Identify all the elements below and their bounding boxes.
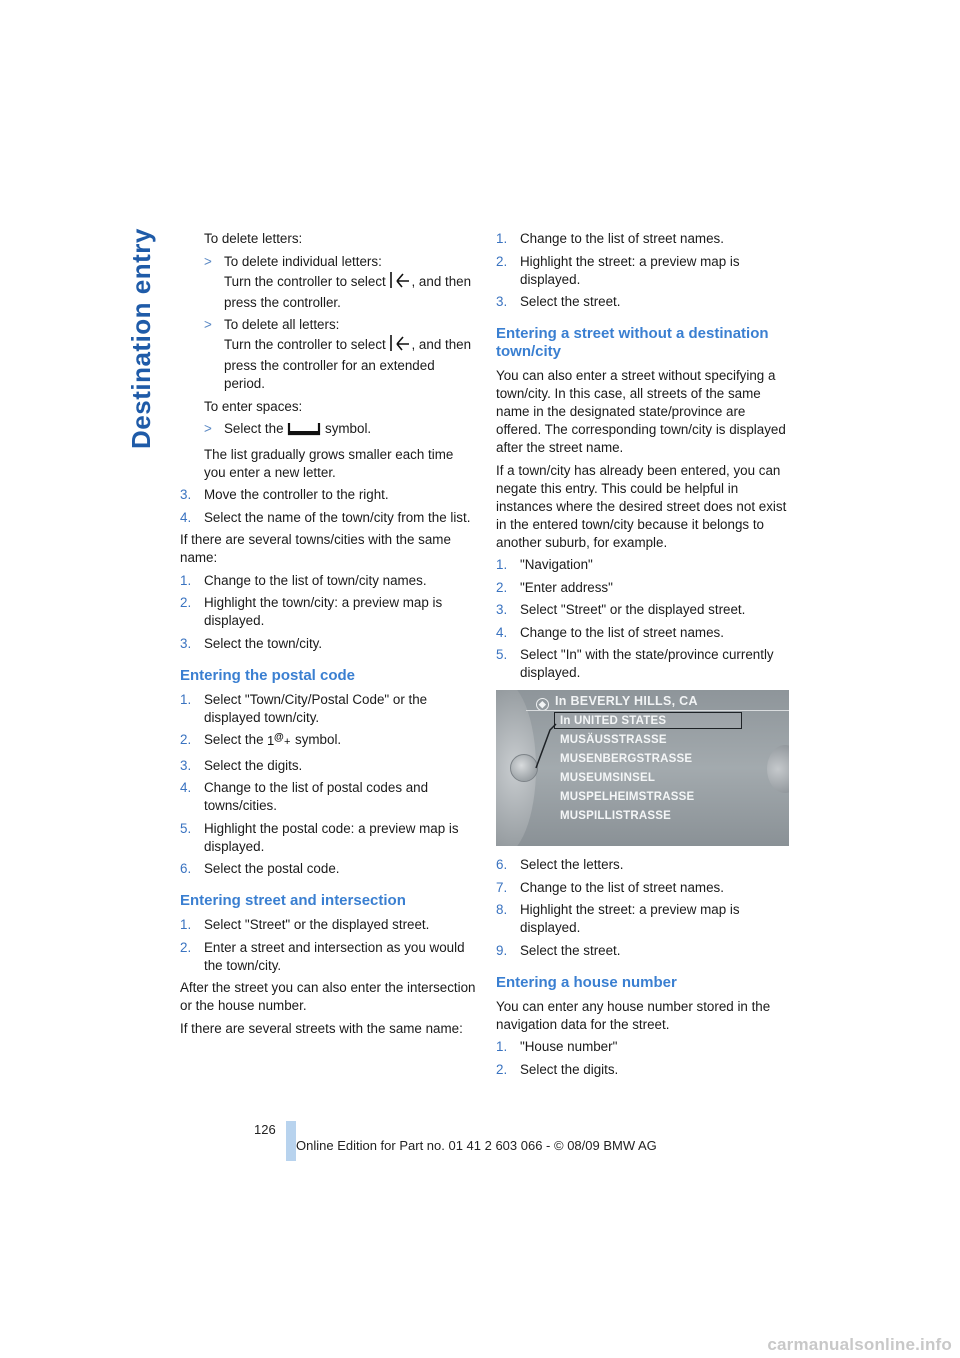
step-item: 3. Move the controller to the right. xyxy=(180,487,389,502)
step-item: 2. Highlight the town/city: a preview map is displayed. xyxy=(180,595,443,628)
page-number: 126 xyxy=(254,1122,276,1137)
svg-text:+: + xyxy=(284,736,291,747)
step-item: 6. Select the postal code. xyxy=(180,861,340,876)
house-number-text: You can enter any house number stored in the navigation data for the street. xyxy=(496,998,771,1032)
street-without-town-text-2: If a town/city has already been entered, you can negate this entry. This could be helpful in instances where the desired street does not exist in the entered town/city because it belongs to another suburb, for example. xyxy=(496,462,787,550)
delete-individual-head: To delete individual letters: xyxy=(224,253,382,269)
step-item: 4. Select the name of the town/city from the list. xyxy=(180,509,471,525)
footer-edition-note: Online Edition for Part no. 01 41 2 603 066 - © 08/09 BMW AG xyxy=(296,1138,657,1153)
street-without-town-heading: Entering a street without a destination town/city xyxy=(496,325,769,360)
bullet-spaces xyxy=(180,420,476,441)
delete-individual-text-a: Turn the controller to select xyxy=(224,273,390,289)
step-item: 4. Change to the list of postal codes and towns/cities. xyxy=(180,780,429,813)
step-item: 9. Select the street. xyxy=(496,942,621,958)
delete-intro: To delete letters: xyxy=(204,231,303,246)
screen-list-item: MUSPELHEIMSTRASSE xyxy=(560,791,695,803)
bullet-delete-all xyxy=(180,316,476,393)
list-shrinks-note: The list gradually grows smaller each time you enter a new letter. xyxy=(204,446,454,480)
postal-code-heading: Entering the postal code xyxy=(180,666,356,684)
step-item: 8. Highlight the street: a preview map is displayed. xyxy=(496,902,740,935)
spaces-text-b: symbol. xyxy=(321,421,372,436)
step-item: 1. Change to the list of street names. xyxy=(496,231,724,246)
street-without-town-text-1: You can also enter a street without specifying a town/city. In this case, all streets of the same name in the designated state/province are offered. The corresponding town/city is displayed after the street name. xyxy=(496,368,786,455)
step-item: 5. Highlight the postal code: a preview map is displayed. xyxy=(180,820,459,854)
space-bar-icon xyxy=(287,420,321,441)
screen-list-item: MUSÄUSSTRASSE xyxy=(560,734,667,746)
digits-symbol-icon xyxy=(267,731,291,752)
step-item: 2. Select the 1 @ + symbol. xyxy=(180,731,476,752)
step-item: 5. Select "In" with the state/province currently displayed. xyxy=(496,647,774,680)
idrive-screen-image xyxy=(496,690,789,846)
step-item: 2. Highlight the street: a preview map is displayed. xyxy=(496,253,740,287)
step-item: 1. "Navigation" xyxy=(496,557,593,572)
screen-list-item: MUSPILLISTRASSE xyxy=(560,810,671,822)
step-item: 1. Select "Street" or the displayed street. xyxy=(180,917,430,932)
delete-all-head: To delete all letters: xyxy=(224,317,340,332)
left-column xyxy=(180,230,476,1042)
several-towns-note: If there are several towns/cities with the same name: xyxy=(180,532,451,565)
bullet-marker: > xyxy=(204,253,212,269)
step-item: 3. Select the town/city. xyxy=(180,635,323,651)
footer-accent-bar xyxy=(286,1121,296,1161)
step-item: 3. Select the digits. xyxy=(180,757,303,773)
step-item: 7. Change to the list of street names. xyxy=(496,879,724,895)
screen-header: ◆ In BEVERLY HILLS, CA xyxy=(536,692,698,711)
screen-list-item: MUSENBERGSTRASSE xyxy=(560,753,693,765)
step-item: 3. Select the street. xyxy=(496,294,621,309)
delete-all-text-b: , and then press the controller for an extended period. xyxy=(224,337,472,391)
svg-text:@: @ xyxy=(274,732,285,743)
navigation-symbol-icon: ◆ xyxy=(536,698,549,711)
screen-list-item: MUSEUMSINSEL xyxy=(560,772,656,784)
step-item: 4. Change to the list of street names. xyxy=(496,624,724,640)
several-streets-note: If there are several streets with the same name: xyxy=(180,1020,463,1036)
backspace-arrow-icon xyxy=(389,271,411,294)
step-item: 2. "Enter address" xyxy=(496,579,613,595)
spaces-text-a: Select the xyxy=(224,421,288,436)
screen-list-item: In UNITED STATES xyxy=(560,715,667,727)
right-column xyxy=(496,230,792,1083)
delete-all-text-a: Turn the controller to select xyxy=(224,337,390,352)
delete-individual-text-b: , and then press the controller. xyxy=(224,273,472,310)
step-item: 2. Select the digits. xyxy=(496,1061,619,1077)
step-item: 1. Select "Town/City/Postal Code" or the displayed town/city. xyxy=(180,691,428,725)
house-number-heading: Entering a house number xyxy=(496,973,677,991)
watermark: carmanualsonline.info xyxy=(767,1335,952,1354)
svg-text:1: 1 xyxy=(267,733,275,747)
bullet-delete-individual xyxy=(180,253,476,312)
bullet-marker: > xyxy=(204,317,212,332)
bullet-marker: > xyxy=(204,421,212,436)
section-side-title: Destination entry xyxy=(126,228,156,449)
step-item: 2. Enter a street and intersection as you would the town/city. xyxy=(180,939,465,973)
backspace-arrow-icon xyxy=(389,334,411,357)
spaces-intro: To enter spaces: xyxy=(204,398,303,414)
street-intersection-heading: Entering street and intersection xyxy=(180,892,406,909)
step-item: 1. Change to the list of town/city names. xyxy=(180,572,427,588)
step-item: 1. "House number" xyxy=(496,1039,618,1054)
step-item: 6. Select the letters. xyxy=(496,857,624,872)
step-item: 3. Select "Street" or the displayed street. xyxy=(496,602,746,617)
after-street-note: After the street you can also enter the intersection or the house number. xyxy=(180,980,476,1013)
